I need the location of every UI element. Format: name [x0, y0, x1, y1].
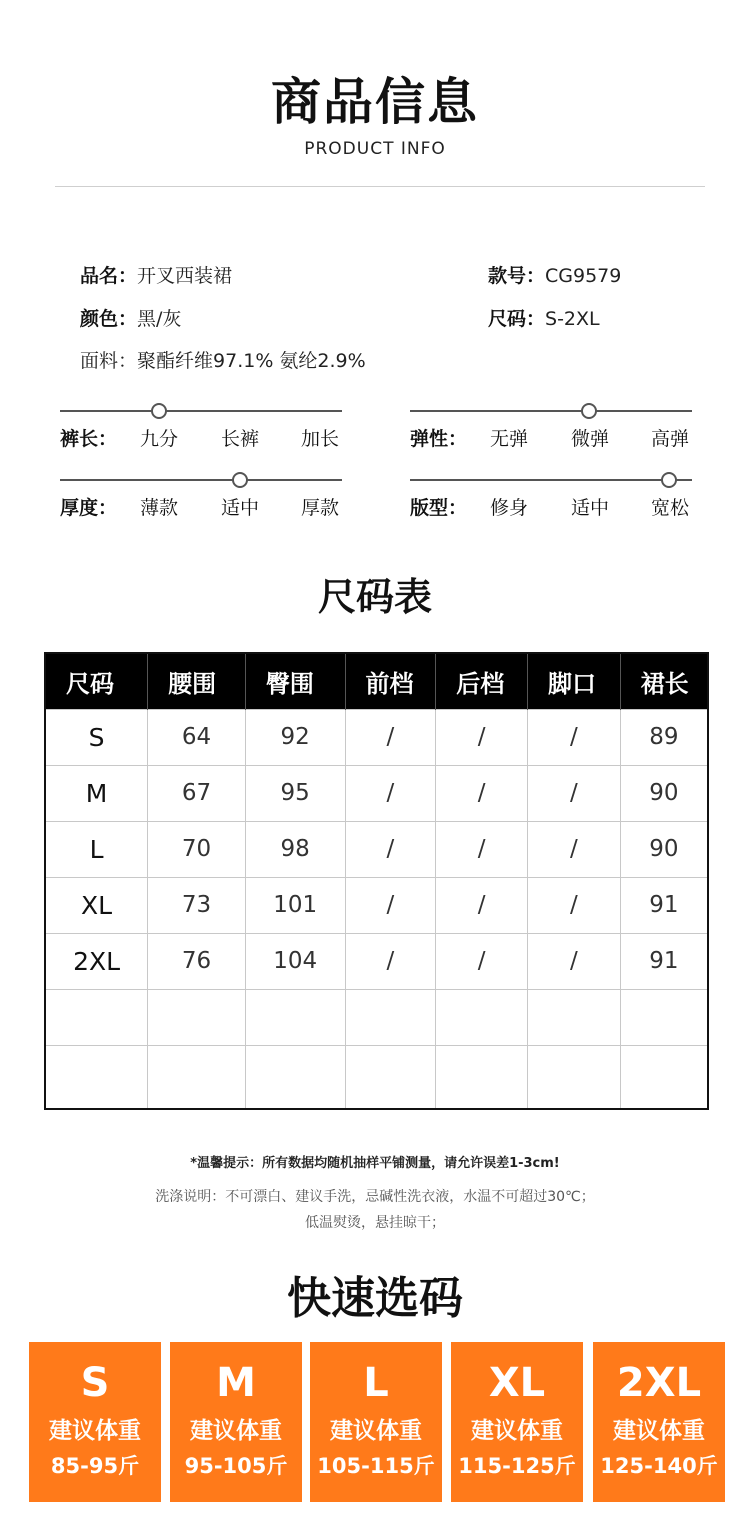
- scale-line: [60, 479, 342, 481]
- scale-option: 修身: [489, 497, 529, 519]
- table-cell: [245, 989, 345, 1045]
- table-cell: 73: [148, 877, 246, 933]
- scale-option: 加长: [300, 428, 340, 450]
- table-cell: [436, 1045, 528, 1109]
- table-row: [45, 709, 708, 765]
- table-cell: [527, 1045, 620, 1109]
- table-cell: /: [527, 933, 620, 989]
- table-cell: [436, 989, 528, 1045]
- table-cell: /: [436, 765, 528, 821]
- scale-knob: [661, 472, 677, 488]
- size-card-weight: 125-140斤: [600, 1454, 718, 1478]
- table-cell: /: [345, 765, 436, 821]
- table-header-cell: 前档: [345, 653, 436, 709]
- size-card-text: 建议体重: [49, 1418, 141, 1444]
- size-card-l: [310, 1342, 442, 1502]
- table-cell: 89: [620, 709, 708, 765]
- table-cell: /: [345, 821, 436, 877]
- table-cell: /: [345, 877, 436, 933]
- table-header-row: [45, 653, 708, 709]
- size-card-weight: 105-115斤: [317, 1454, 435, 1478]
- table-header-cell: 脚口: [527, 653, 620, 709]
- table-cell: 95: [245, 765, 345, 821]
- table-cell: 104: [245, 933, 345, 989]
- scale-fit: [410, 470, 692, 540]
- scale-knob: [581, 403, 597, 419]
- size-card-weight: 85-95斤: [50, 1454, 140, 1478]
- page-title: 商品信息: [271, 73, 479, 131]
- size-card-size: S: [80, 1360, 110, 1406]
- scale-label: 版型：: [410, 497, 468, 519]
- table-cell: /: [345, 933, 436, 989]
- table-row: [45, 765, 708, 821]
- info-size-label: 尺码：: [488, 308, 546, 330]
- table-cell: [148, 989, 246, 1045]
- divider: [55, 186, 705, 187]
- table-cell: 90: [620, 821, 708, 877]
- measurement-tip: *温馨提示：所有数据均随机抽样平铺测量，请允许误差1-3cm!: [190, 1156, 560, 1171]
- table-row: [45, 933, 708, 989]
- table-row: [45, 821, 708, 877]
- table-header-cell: 裙长: [620, 653, 708, 709]
- scale-option: 适中: [220, 497, 260, 519]
- scale-option: 适中: [570, 497, 610, 519]
- scale-line: [410, 479, 692, 481]
- table-cell: L: [45, 821, 148, 877]
- size-card-text: 建议体重: [471, 1418, 563, 1444]
- table-header-cell: 臀围: [245, 653, 345, 709]
- scale-knob: [232, 472, 248, 488]
- scale-thickness: [60, 470, 342, 540]
- page-subtitle: PRODUCT INFO: [304, 139, 446, 159]
- info-fabric: [80, 346, 366, 373]
- table-cell: [245, 1045, 345, 1109]
- table-cell: /: [527, 709, 620, 765]
- table-cell: /: [436, 709, 528, 765]
- scale-option: 宽松: [650, 497, 690, 519]
- scale-knob: [151, 403, 167, 419]
- table-cell: 98: [245, 821, 345, 877]
- table-header-cell: 尺码: [45, 653, 148, 709]
- wash-instructions-line2: 低温熨烫，悬挂晾干；: [305, 1215, 445, 1231]
- table-header-cell: 腰围: [148, 653, 246, 709]
- size-card-s: [29, 1342, 161, 1502]
- scale-line: [410, 410, 692, 412]
- size-chart-title: 尺码表: [317, 575, 432, 619]
- size-card-size: XL: [488, 1360, 546, 1406]
- info-style: [488, 261, 621, 288]
- size-card-m: [170, 1342, 302, 1502]
- table-cell: [45, 1045, 148, 1109]
- scale-elasticity: [410, 401, 692, 471]
- info-name-value: 开叉西装裙: [137, 265, 233, 287]
- size-card-2xl: [593, 1342, 725, 1502]
- size-table: [44, 652, 709, 1110]
- table-cell: [527, 989, 620, 1045]
- info-color: [80, 304, 181, 331]
- table-cell: [345, 1045, 436, 1109]
- table-cell: /: [436, 821, 528, 877]
- scale-option: 长裤: [220, 428, 260, 450]
- table-cell: 90: [620, 765, 708, 821]
- table-cell: [620, 1045, 708, 1109]
- scale-label: 裤长：: [60, 428, 118, 450]
- info-name-label: 品名：: [80, 265, 138, 287]
- table-cell: /: [345, 709, 436, 765]
- table-cell: 92: [245, 709, 345, 765]
- scale-option: 高弹: [650, 428, 690, 450]
- scale-option: 微弹: [570, 428, 610, 450]
- table-cell: /: [527, 765, 620, 821]
- scale-length: [60, 401, 342, 471]
- table-cell: /: [527, 877, 620, 933]
- table-cell: [620, 989, 708, 1045]
- table-cell: 91: [620, 877, 708, 933]
- info-size-value: S-2XL: [545, 308, 600, 330]
- size-card-text: 建议体重: [330, 1418, 422, 1444]
- table-cell: /: [436, 877, 528, 933]
- info-style-value: CG9579: [545, 265, 622, 287]
- table-cell: [345, 989, 436, 1045]
- scale-line: [60, 410, 342, 412]
- table-cell: /: [527, 821, 620, 877]
- table-cell: 64: [148, 709, 246, 765]
- table-cell: /: [436, 933, 528, 989]
- table-cell: 67: [148, 765, 246, 821]
- table-cell: 2XL: [45, 933, 148, 989]
- size-card-size: L: [363, 1360, 389, 1406]
- scale-label: 厚度：: [60, 497, 118, 519]
- table-cell: XL: [45, 877, 148, 933]
- info-color-value: 黑/灰: [137, 308, 182, 330]
- scale-option: 九分: [139, 428, 179, 450]
- scale-option: 无弹: [489, 428, 529, 450]
- scale-label: 弹性：: [410, 428, 468, 450]
- table-cell: 91: [620, 933, 708, 989]
- wash-instructions-line1: 洗涤说明：不可漂白、建议手洗，忌碱性洗衣液，水温不可超过30℃；: [155, 1189, 595, 1205]
- size-card-weight: 115-125斤: [458, 1454, 576, 1478]
- info-color-label: 颜色：: [80, 308, 138, 330]
- scale-option: 厚款: [300, 497, 340, 519]
- size-card-xl: [451, 1342, 583, 1502]
- table-cell: [148, 1045, 246, 1109]
- table-row: [45, 1045, 708, 1109]
- table-cell: [45, 989, 148, 1045]
- size-card-size: M: [216, 1360, 256, 1406]
- table-row: [45, 877, 708, 933]
- info-fabric-label: 面料：: [80, 350, 138, 372]
- size-card-size: 2XL: [616, 1360, 702, 1406]
- size-card-text: 建议体重: [190, 1418, 282, 1444]
- table-cell: S: [45, 709, 148, 765]
- size-card-text: 建议体重: [613, 1418, 705, 1444]
- info-size: [488, 304, 600, 331]
- size-card-weight: 95-105斤: [184, 1454, 288, 1478]
- table-cell: 101: [245, 877, 345, 933]
- table-cell: M: [45, 765, 148, 821]
- scale-option: 薄款: [139, 497, 179, 519]
- table-row: [45, 989, 708, 1045]
- table-header-cell: 后档: [436, 653, 528, 709]
- table-cell: 76: [148, 933, 246, 989]
- info-fabric-value: 聚酯纤维97.1% 氨纶2.9%: [137, 350, 366, 372]
- table-cell: 70: [148, 821, 246, 877]
- info-style-label: 款号：: [488, 265, 546, 287]
- quick-size-title: 快速选码: [287, 1273, 463, 1324]
- info-name: [80, 261, 232, 288]
